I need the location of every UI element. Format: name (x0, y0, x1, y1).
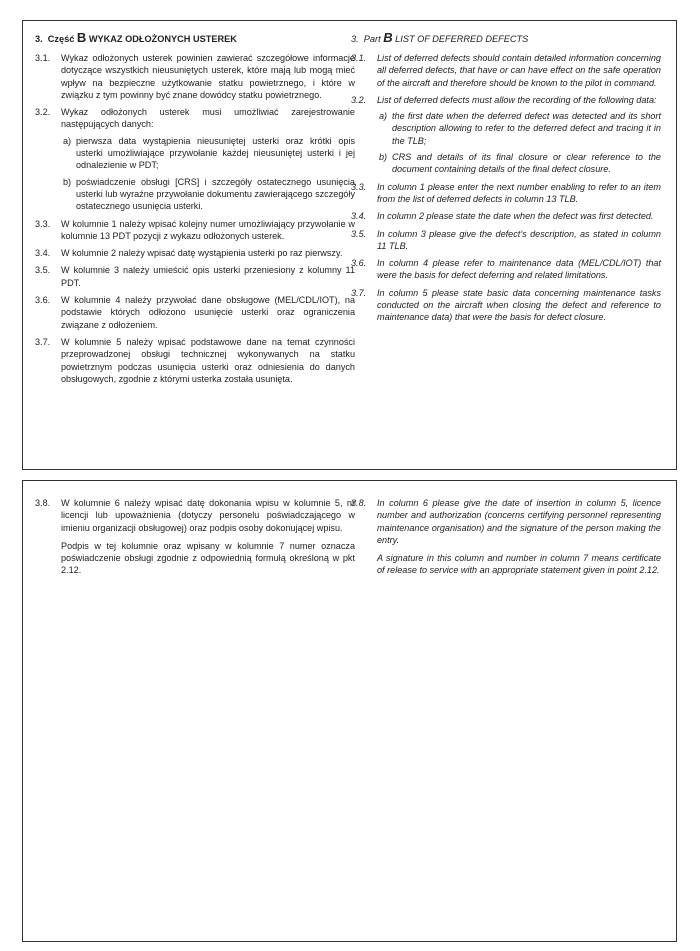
item-text: In column 2 please state the date when the defect was first detected. (377, 211, 654, 222)
list-item (35, 336, 355, 385)
list-item (351, 228, 661, 253)
polish-column (35, 481, 355, 582)
list-item (35, 52, 355, 101)
sub-item (377, 110, 661, 147)
sub-letter: a) (379, 111, 388, 122)
heading-letter: B (76, 30, 87, 45)
item-text: Wykaz odłożonych usterek musi umożliwiać zarejestrowanie następujących danych: (61, 107, 355, 130)
item-number: 3.3. (351, 181, 367, 192)
list-item (35, 264, 355, 289)
item-number: 3.2. (35, 107, 51, 118)
list-item (351, 210, 661, 222)
sub-item (61, 176, 355, 213)
item-text: In column 4 please refer to maintenance data (MEL/CDL/IOT) that were the basis for defect deferring and related limitations. (377, 258, 661, 281)
item-number: 3.4. (35, 248, 51, 259)
item-text: Wykaz odłożonych usterek powinien zawierać szczegółowe informacje dotyczące wszystkich nieusuniętych usterek, które mają lub mogą mieć wpływ na bezpieczne użytkowanie statku powietrznego, i które w związku z tym powinny być znane dowódcy statku powietrznego. (61, 53, 355, 100)
sub-letter: a) (63, 135, 72, 146)
item-number: 3.5. (351, 228, 367, 239)
item-number: 3.7. (351, 287, 367, 298)
list-item (351, 257, 661, 282)
item-number: 3.1. (35, 53, 51, 63)
sub-text: pierwsza data wystąpienia nieusuniętej usterki oraz krótki opis usterki umożliwiające przywołanie każdej nieusuniętej usterki i jej odnalezienie w PDT; (76, 135, 355, 171)
item-text: List of deferred defects must allow the recording of the following data: (377, 94, 657, 105)
list-item (35, 218, 355, 243)
list-item (351, 52, 661, 89)
item-text: In column 1 please enter the next number enabling to refer to an item from the list of deferred defects in column 13 TLB. (377, 181, 661, 204)
item-text: W kolumnie 6 należy wpisać datę dokonania wpisu w kolumnie 5, nr licencji lub upoważnienia (dotyczy personelu poświadczającego w imieniu organizacji obsługowej) oraz podpis osoby dokonującej wpisu. (61, 498, 355, 533)
column-6-instructions-panel (22, 480, 677, 942)
item-text: W kolumnie 3 należy umieścić opis usterki przeniesiony z kolumny 11 PDT. (61, 265, 355, 288)
sub-letter: b) (379, 152, 388, 163)
heading-prefix: Part (363, 34, 381, 44)
item-text: In column 6 please give the date of insertion in column 5, licence number and authorization (concerns certifying personnel representing maintenance organisation) and the signature of the person making the entry. (377, 498, 661, 545)
item-number: 3.6. (35, 295, 51, 306)
heading-number: 3. (351, 34, 359, 44)
item-number: 3.6. (351, 258, 367, 269)
list-item (351, 181, 661, 206)
item-number: 3.4. (351, 211, 367, 222)
sub-item (377, 151, 661, 176)
heading-letter: B (383, 30, 393, 45)
list-item (351, 94, 661, 176)
heading-title: WYKAZ ODŁOŻONYCH USTEREK (88, 34, 237, 44)
item-number: 3.8. (35, 498, 51, 508)
sub-item (61, 135, 355, 172)
item-number: 3.2. (351, 94, 367, 105)
heading-title: LIST OF DEFERRED DEFECTS (395, 34, 529, 44)
item-paragraph: Podpis w tej kolumnie oraz wpisany w kolumnie 7 numer oznacza poświadczenie obsługi zgodnie z odpowiednią formułą określoną w pkt 2.12. (61, 540, 355, 576)
sub-letter: b) (63, 176, 72, 187)
heading-number: 3. (35, 34, 43, 44)
list-item (351, 497, 661, 577)
item-number: 3.5. (35, 265, 51, 276)
item-number: 3.1. (351, 53, 367, 63)
polish-column (35, 21, 355, 390)
item-number: 3.7. (35, 336, 51, 347)
item-number: 3.3. (35, 218, 51, 229)
list-item (35, 294, 355, 331)
list-item (35, 247, 355, 259)
item-number: 3.8. (351, 498, 367, 508)
sub-text: CRS and details of its final closure or clear reference to the document containing details of the final defect closure. (392, 152, 661, 175)
item-text: In column 3 please give the defect’s description, as stated in column 11 TLB. (377, 228, 661, 251)
sub-text: the first date when the deferred defect was detected and its short description allowing to refer to the deferred defect and tracing it in the TLB; (392, 111, 661, 146)
list-item (35, 106, 355, 212)
english-column (351, 481, 661, 582)
list-item (351, 287, 661, 324)
item-text: List of deferred defects should contain detailed information concerning all deferred defects, that have or can have effect on the safe operation of the aircraft and therefore should be known to the pilot in command. (377, 53, 661, 88)
sub-text: poświadczenie obsługi [CRS] i szczegóły ostatecznego usunięcia usterki lub wyraźne przywołanie dokumentu zawierającego szczegóły ostatecznego usunięcia usterki. (76, 176, 356, 212)
deferred-defects-panel (22, 20, 677, 470)
heading-prefix: Część (47, 34, 75, 44)
item-text: W kolumnie 2 należy wpisać datę wystąpienia usterki po raz pierwszy. (61, 248, 343, 259)
item-paragraph: A signature in this column and number in column 7 means certificate of release to service with an appropriate statement given in point 2.12. (377, 553, 661, 576)
item-text: W kolumnie 4 należy przywołać dane obsługowe (MEL/CDL/IOT), na podstawie których odłożono usunięcie usterki oraz ograniczenia związane z odłożeniem. (61, 295, 355, 330)
list-item (35, 497, 355, 577)
item-text: In column 5 please state basic data concerning maintenance tasks conducted on the aircraft when closing the defect and reference to maintenance data) that were the basis for defect closure. (377, 287, 661, 323)
section-heading-en (351, 32, 661, 45)
item-text: W kolumnie 5 należy wpisać podstawowe dane na temat czynności przeprowadzonej obsługi technicznej wykonywanych na statku powietrznym podczas usunięcia usterki oraz odniesienia do danych obsługowych, zgodnie z którymi usterka została usunięta. (61, 336, 355, 384)
section-heading-pl (35, 32, 355, 45)
english-column (351, 21, 661, 329)
item-text: W kolumnie 1 należy wpisać kolejny numer umożliwiający przywołanie w kolumnie 13 PDT pozycji z wykazu odłożonych usterek. (61, 218, 355, 241)
